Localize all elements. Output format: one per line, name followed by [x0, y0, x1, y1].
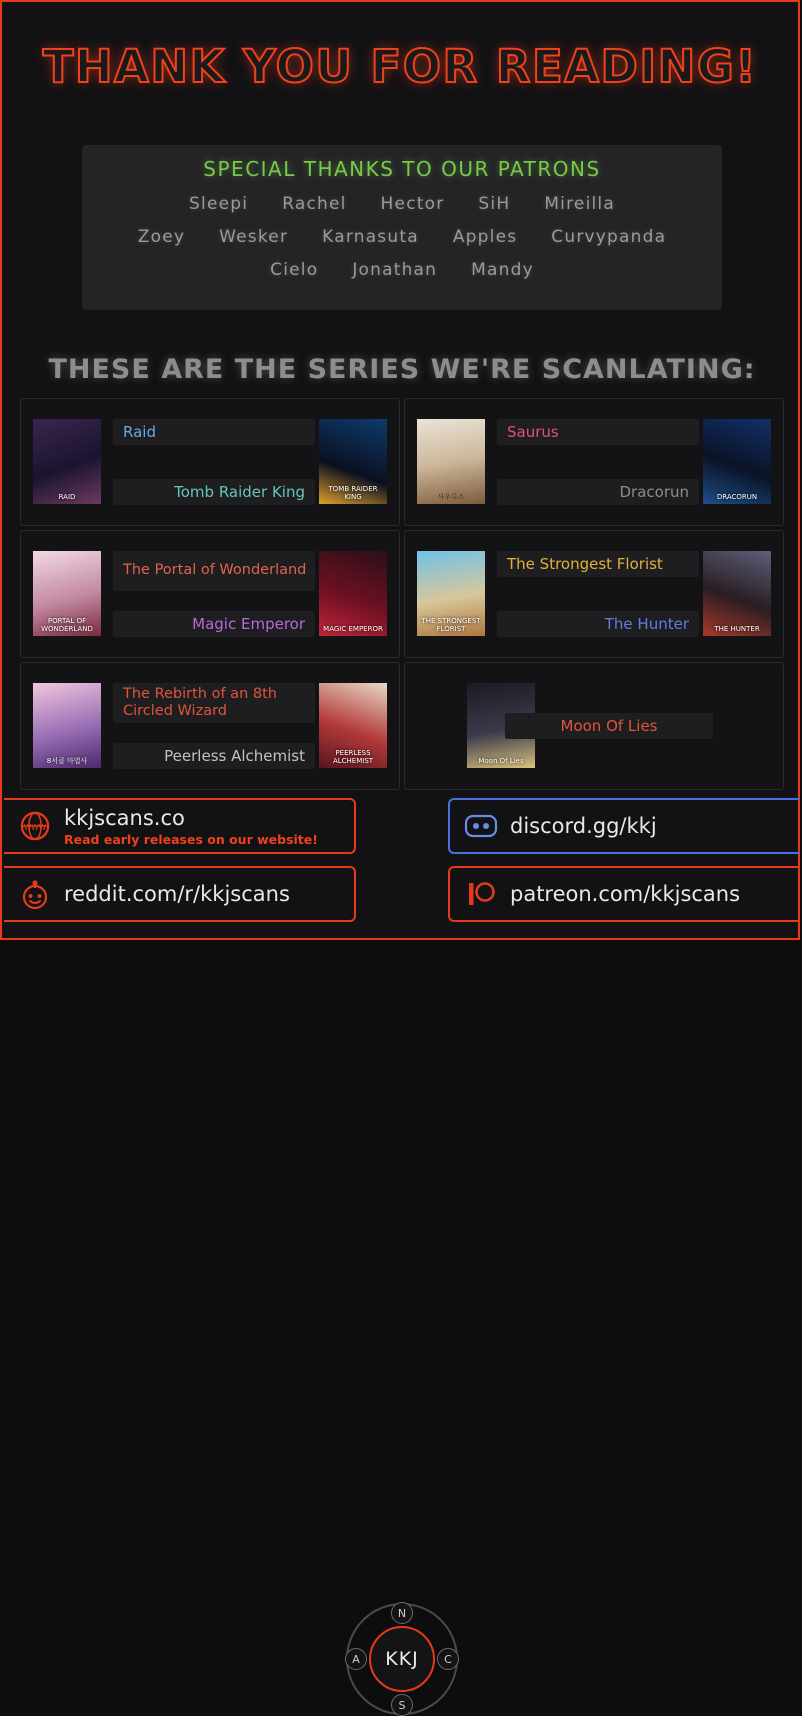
series-cell[interactable]: [20, 398, 400, 526]
patron-row: [82, 260, 722, 280]
patron-name: Karnasuta: [322, 227, 419, 247]
series-cover-label: PEERLESS ALCHEMIST: [332, 749, 374, 765]
kkj-badge-west: A: [345, 1648, 367, 1670]
patron-name: Mandy: [471, 260, 534, 280]
series-title[interactable]: Raid: [113, 419, 315, 445]
series-title[interactable]: Tomb Raider King: [113, 479, 315, 505]
reddit-url: reddit.com/r/kkjscans: [64, 882, 290, 906]
series-cell[interactable]: [404, 530, 784, 658]
series-cell[interactable]: [20, 530, 400, 658]
patron-name: Zoey: [137, 227, 186, 247]
series-cover-label: Moon Of Lies: [478, 756, 524, 765]
patron-name: Rachel: [282, 194, 347, 214]
patron-name: Hector: [380, 194, 445, 214]
series-cover-thumbnail[interactable]: [703, 419, 771, 504]
series-title[interactable]: The Portal of Wonderland: [113, 551, 315, 591]
svg-text:WWW: WWW: [23, 822, 47, 832]
patron-name: Jonathan: [352, 260, 438, 280]
series-title[interactable]: Saurus: [497, 419, 699, 445]
series-cover-thumbnail[interactable]: [33, 551, 101, 636]
series-cover-thumbnail[interactable]: [417, 419, 485, 504]
series-title[interactable]: Dracorun: [497, 479, 699, 505]
patrons-heading: SPECIAL THANKS TO OUR PATRONS: [203, 157, 601, 181]
series-cover-label: DRACORUN: [716, 492, 758, 501]
kkj-badge-north: N: [391, 1602, 413, 1624]
kkj-logo-text: KKJ: [369, 1626, 435, 1692]
page-title: THANK YOU FOR READING!: [42, 40, 758, 93]
series-cover-label: THE STRONGEST FLORIST: [421, 617, 481, 633]
patron-name: Sleepi: [189, 194, 249, 214]
series-cover-thumbnail[interactable]: [319, 419, 387, 504]
website-subtext: Read early releases on our website!: [64, 831, 318, 847]
discord-link[interactable]: [448, 798, 800, 854]
series-cover-thumbnail[interactable]: [319, 551, 387, 636]
series-title[interactable]: Magic Emperor: [113, 611, 315, 637]
series-cover-thumbnail[interactable]: [319, 683, 387, 768]
series-cover-thumbnail[interactable]: [33, 419, 101, 504]
series-cover-label: PORTAL OF WONDERLAND: [41, 617, 93, 633]
kkj-badge-east: C: [437, 1648, 459, 1670]
patron-name: Apples: [452, 227, 518, 247]
discord-icon: [464, 809, 498, 843]
series-cover-label: THE HUNTER: [714, 624, 760, 633]
reddit-icon: [18, 877, 52, 911]
series-grid: [20, 398, 784, 794]
series-title[interactable]: Peerless Alchemist: [113, 743, 315, 769]
globe-icon: [18, 809, 52, 843]
website-link[interactable]: [4, 798, 356, 854]
footer: [2, 788, 802, 1712]
series-cell[interactable]: [404, 398, 784, 526]
patreon-url: patreon.com/kkjscans: [510, 882, 741, 906]
series-cover-label: RAID: [58, 492, 76, 501]
series-cover-label: MAGIC EMPEROR: [323, 624, 383, 633]
patron-name: Curvypanda: [551, 227, 667, 247]
patron-name: Wesker: [219, 227, 289, 247]
patreon-icon: [464, 877, 498, 911]
series-cell[interactable]: [20, 662, 400, 790]
series-title[interactable]: Moon Of Lies: [505, 713, 713, 739]
patreon-link[interactable]: [448, 866, 800, 922]
reddit-link[interactable]: [4, 866, 356, 922]
kkj-badge-south: S: [391, 1694, 413, 1716]
patron-name: Cielo: [270, 260, 319, 280]
discord-url: discord.gg/kkj: [510, 814, 657, 838]
patron-row: [82, 194, 722, 214]
patron-row: [82, 227, 722, 247]
website-url: kkjscans.co: [64, 805, 185, 830]
patrons-panel: [82, 145, 722, 310]
series-cover-label: 사우루스: [437, 492, 465, 501]
patron-name: SiH: [478, 194, 511, 214]
series-title[interactable]: The Rebirth of an 8th Circled Wizard: [113, 683, 315, 723]
series-section-heading: THESE ARE THE SERIES WE'RE SCANLATING:: [48, 354, 756, 385]
series-cover-thumbnail[interactable]: [33, 683, 101, 768]
kkj-logo[interactable]: [346, 1603, 458, 1715]
patron-name: Mireilla: [544, 194, 615, 214]
series-cover-thumbnail[interactable]: [417, 551, 485, 636]
series-cover-label: 8서클 마법사: [46, 756, 88, 765]
series-title[interactable]: The Strongest Florist: [497, 551, 699, 577]
series-title[interactable]: The Hunter: [497, 611, 699, 637]
series-cover-thumbnail[interactable]: [703, 551, 771, 636]
series-cover-label: TOMB RAIDER KING: [328, 485, 378, 501]
series-cell[interactable]: [404, 662, 784, 790]
